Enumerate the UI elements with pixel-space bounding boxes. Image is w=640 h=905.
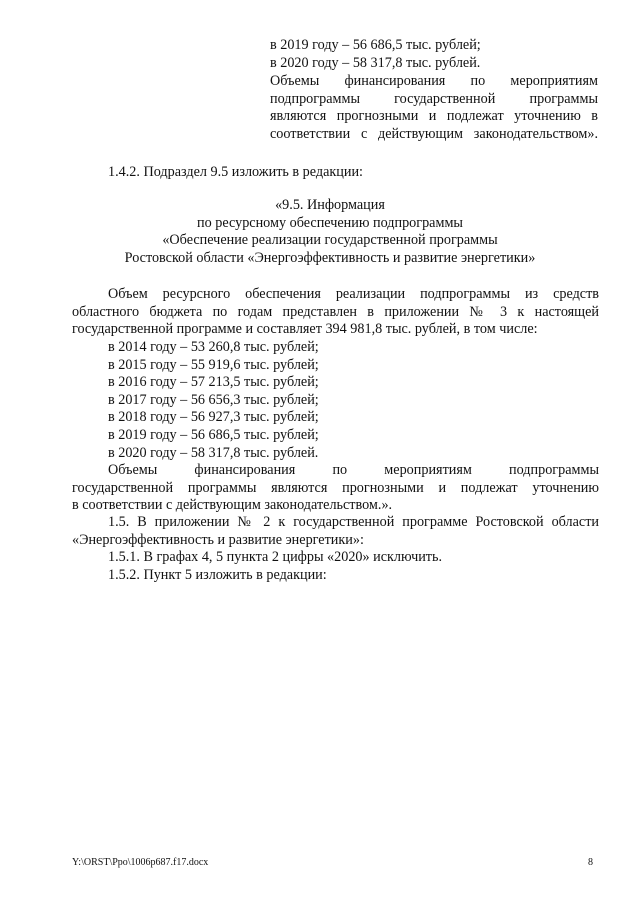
resource-line: государственной программе и составляет 394 981,8 тыс. рублей, в том числе: — [72, 321, 538, 338]
top-column-paragraph — [270, 73, 598, 143]
volumes-line: в соответствии с действующим законодательством.». — [72, 497, 393, 514]
volumes-paragraph — [72, 462, 599, 515]
top-paragraph-line: подпрограммы государственной программы — [270, 90, 598, 107]
item-1-5-line: 1.5. В приложении № 2 к государственной программе Ростовской области — [108, 514, 599, 530]
section-heading — [60, 197, 600, 267]
heading-line: «Обеспечение реализации государственной программы — [162, 232, 498, 249]
top-paragraph-line: соответствии с действующим законодательством». — [270, 125, 598, 142]
item-1-5-1: 1.5.1. В графах 4, 5 пункта 2 цифры «2020» исключить. — [108, 549, 443, 565]
top-paragraph-line: являются прогнозными и подлежат уточнению в — [270, 108, 598, 125]
top-paragraph-line: Объемы финансирования по мероприятиям — [270, 73, 598, 89]
item-1-5-line: «Энергоэффективность и развитие энергетики»: — [72, 531, 364, 548]
resource-paragraph — [72, 286, 599, 339]
year-list-item: в 2016 году – 57 213,5 тыс. рублей; — [108, 374, 319, 391]
item-1-5 — [72, 514, 599, 549]
volumes-line: Объемы финансирования по мероприятиям подпрограммы — [108, 462, 599, 478]
heading-line: «9.5. Информация — [275, 197, 385, 213]
top-year-2020: в 2020 году – 58 317,8 тыс. рублей. — [270, 55, 481, 71]
heading-line: Ростовской области «Энергоэффективность и развитие энергетики» — [124, 249, 536, 266]
item-1-5-2: 1.5.2. Пункт 5 изложить в редакции: — [108, 567, 327, 583]
volumes-line: государственной программы являются прогнозными и подлежат уточнению — [72, 479, 599, 496]
year-list — [108, 339, 319, 462]
year-list-item: в 2017 году – 56 656,3 тыс. рублей; — [108, 391, 319, 408]
year-list-item: в 2015 году – 55 919,6 тыс. рублей; — [108, 356, 319, 373]
footer-file-path: Y:\ORST\Ppo\1006p687.f17.docx — [72, 857, 209, 868]
year-list-item: в 2019 году – 56 686,5 тыс. рублей; — [108, 426, 319, 443]
top-year-2019: в 2019 году – 56 686,5 тыс. рублей; — [270, 37, 481, 53]
year-list-item: в 2014 году – 53 260,8 тыс. рублей; — [108, 339, 319, 355]
year-list-item: в 2020 году – 58 317,8 тыс. рублей. — [108, 444, 319, 461]
year-list-item: в 2018 году – 56 927,3 тыс. рублей; — [108, 409, 319, 426]
resource-line: областного бюджета по годам представлен в приложении № 3 к настоящей — [72, 303, 599, 320]
heading-line: по ресурсному обеспечению подпрограммы — [197, 214, 463, 231]
footer-page-number: 8 — [588, 857, 593, 868]
item-1-4-2: 1.4.2. Подраздел 9.5 изложить в редакции: — [108, 164, 363, 180]
resource-line: Объем ресурсного обеспечения реализации подпрограммы из средств — [108, 286, 599, 302]
